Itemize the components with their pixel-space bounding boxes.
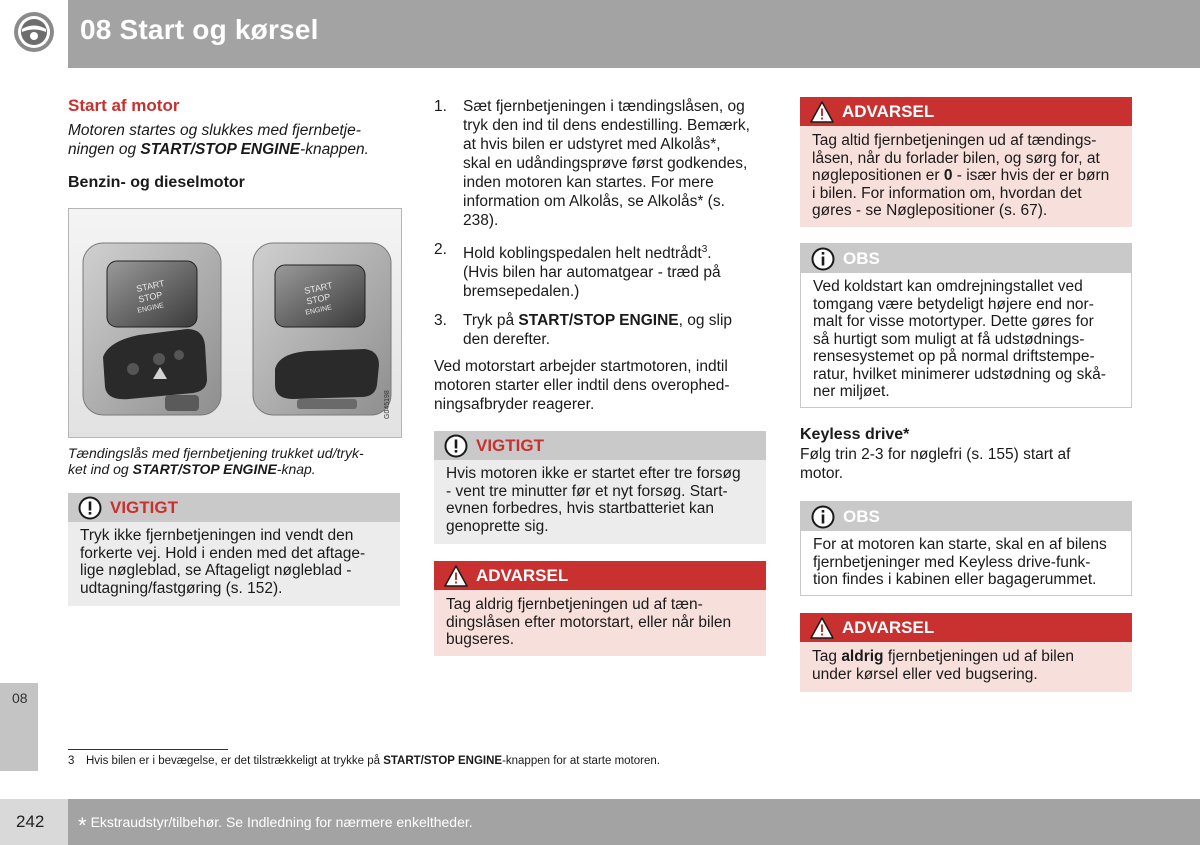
step-item: [434, 97, 779, 230]
info-circle-icon: [811, 247, 835, 271]
start-stop-button-text: STOP: [137, 289, 164, 305]
start-stop-button-text: ENGINE: [136, 302, 165, 315]
step-line: skal en udåndingsprøve først godkendes,: [463, 155, 748, 172]
header-logo-box: [0, 0, 68, 68]
note-box: [800, 501, 1132, 596]
note-box-header: [801, 244, 1131, 273]
image-caption: [68, 445, 408, 477]
footnote-bold: START/STOP ENGINE: [383, 755, 503, 767]
warning-box-label: ADVARSEL: [476, 566, 569, 585]
step-line: information om Alkolås, se Alkolås* (s.: [463, 193, 725, 210]
warning-triangle-icon: [810, 100, 834, 124]
text-line: Ved koldstart kan omdrejningstallet ved: [813, 278, 1083, 295]
warning-text: nøglepositionen er: [812, 167, 944, 184]
caption-line: Tændingslås med fjernbetjening trukket ud/tryk-: [68, 445, 364, 461]
ignition-photo: [68, 208, 402, 438]
step-number: 2.: [434, 241, 447, 258]
footer-star: *: [78, 813, 87, 838]
info-circle-icon: [811, 505, 835, 529]
image-code: G045198: [384, 390, 391, 419]
step-line: Sæt fjernbetjeningen i tændingslåsen, og: [463, 98, 745, 115]
start-stop-button-text: STOP: [305, 291, 332, 307]
page-number: 242: [16, 812, 45, 831]
warning-box-header: [800, 97, 1132, 126]
caption-bold: START/STOP ENGINE: [132, 461, 277, 477]
note-box-text: [813, 278, 1121, 401]
important-box-header: [68, 493, 400, 522]
text-line: rensesystemet op på normal driftstempe-: [813, 348, 1095, 365]
text-line: lige nøgleblad, se Aftageligt nøgleblad -: [80, 562, 352, 579]
warning-box-header: [434, 561, 766, 590]
step-line: [463, 240, 779, 263]
text-line: Tryk ikke fjernbetjeningen ind vendt den: [80, 527, 354, 544]
exclamation-circle-icon: [78, 496, 102, 520]
footnote-text: Hvis bilen er i bevægelse, er det tilstrækkeligt at trykke på: [86, 755, 384, 767]
exclamation-circle-icon: [444, 434, 468, 458]
text-line: Ved motorstart arbejder startmotoren, indtil: [434, 358, 728, 375]
step-line: inden motoren kan startes. For mere: [463, 174, 714, 191]
steering-wheel-icon: [0, 0, 68, 68]
text-line: under kørsel eller ved bugsering.: [812, 665, 1038, 683]
chapter-title: 08 Start og kørsel: [80, 14, 319, 45]
important-box: [434, 431, 766, 544]
text-line: tion findes i kabinen eller bagagerummet.: [813, 571, 1097, 588]
step-text: Hold koblingspedalen helt nedtrådt: [463, 245, 702, 263]
step-bold: START/STOP ENGINE: [518, 312, 679, 330]
text-line: ratur, hvilket minimerer udstødning og skå-: [813, 365, 1106, 383]
intro-line: Motoren startes og slukkes med fjernbetje-: [68, 122, 361, 139]
intro-bold: START/STOP ENGINE: [140, 141, 301, 158]
warning-triangle-icon: [444, 564, 468, 588]
step-text: .: [707, 245, 712, 263]
warning-bold: aldrig: [841, 648, 884, 665]
important-box: [68, 493, 400, 606]
note-box-header: [801, 502, 1131, 531]
footer-note-text: Ekstraudstyr/tilbehør. Se Indledning for nærmere enkeltheder.: [90, 814, 473, 830]
step-text: , og slip: [678, 312, 733, 330]
step-line: bremsepedalen.): [463, 283, 580, 301]
note-box-label: OBS: [843, 507, 880, 526]
step-item: [434, 311, 779, 349]
text-line: gøres - se Nøglepositioner (s. 67).: [812, 202, 1048, 219]
intro-text: -knappen.: [300, 141, 369, 158]
text-line: [812, 167, 1122, 185]
step-text: Tryk på: [463, 312, 519, 330]
warning-box: [434, 561, 766, 656]
section-intro: [68, 121, 408, 159]
warning-triangle-icon: [810, 616, 834, 640]
step-line: tryk den ind til dens endestilling. Bemærk,: [463, 117, 750, 134]
section-heading: Start af motor: [68, 96, 180, 115]
footnote-number: 3: [68, 755, 75, 767]
footnote-text: -knappen for at starte motoren.: [502, 755, 660, 767]
subheading-benzin: Benzin- og dieselmotor: [68, 174, 245, 191]
text-line: evnen forbedres, hvis startbatteriet kan: [446, 500, 714, 517]
step-line: den derefter.: [463, 331, 551, 349]
warning-bold: 0: [943, 167, 953, 184]
step-line: 238).: [463, 212, 499, 229]
warning-text: Tag: [812, 648, 842, 665]
text-line: Følg trin 2-3 for nøglefri (s. 155) start af: [800, 446, 1071, 463]
warning-text: fjernbetjeningen ud af bilen: [883, 648, 1074, 665]
caption-text: ket ind og: [68, 461, 133, 477]
important-box-header: [434, 431, 766, 460]
text-line: Tag altid fjernbetjeningen ud af tændings-: [812, 132, 1097, 149]
text-line: [812, 648, 1122, 666]
start-stop-button-text: START: [135, 278, 166, 294]
text-line: malt for visse motortyper. Dette gøres for: [813, 313, 1094, 330]
warning-text: - især hvis der er børn: [952, 167, 1110, 184]
warning-box-label: ADVARSEL: [842, 618, 935, 637]
warning-box-text: [812, 132, 1122, 220]
keyless-text: [800, 445, 1140, 483]
step-line: (Hvis bilen har automatgear - træd på: [463, 264, 721, 282]
note-box-text: [813, 536, 1121, 589]
step-number: 1.: [434, 98, 447, 115]
start-steps: [434, 97, 779, 357]
warning-box-text: [446, 596, 756, 649]
caption-text: -knap.: [276, 461, 316, 477]
warning-box-header: [800, 613, 1132, 642]
text-line: ningsafbryder reagerer.: [434, 396, 595, 413]
text-line: ner miljøet.: [813, 383, 890, 400]
text-line: bugseres.: [446, 631, 515, 648]
text-line: motor.: [800, 465, 844, 482]
text-line: låsen, når du forlader bilen, og sørg for, at: [812, 149, 1100, 167]
text-line: så hurtigt som muligt at få udstødnings-: [813, 330, 1085, 348]
intro-line: [68, 140, 408, 159]
start-stop-button-text: START: [303, 280, 334, 296]
footer-note: [78, 813, 473, 839]
warning-box: [800, 613, 1132, 692]
text-line: dingslåsen efter motorstart, eller når bilen: [446, 613, 732, 631]
intro-text: ningen og: [68, 141, 141, 158]
warning-box-text: [812, 648, 1122, 683]
footnote-divider: [68, 749, 228, 750]
important-box-label: VIGTIGT: [476, 436, 544, 455]
step-item: [434, 240, 779, 301]
start-stop-button-text: ENGINE: [304, 304, 333, 317]
note-box-label: OBS: [843, 249, 880, 268]
footnote-ref: 3: [701, 244, 708, 255]
text-line: - vent tre minutter før et nyt forsøg. Start-: [446, 482, 728, 500]
text-line: Hvis motoren ikke er startet efter tre forsøg: [446, 465, 741, 482]
text-line: Tag aldrig fjernbetjeningen ud af tæn-: [446, 596, 703, 613]
text-line: tomgang være betydeligt højere end nor-: [813, 295, 1094, 313]
step-line: [463, 311, 779, 330]
caption-line: [68, 461, 408, 477]
important-box-label: VIGTIGT: [110, 498, 178, 517]
note-box: [800, 243, 1132, 408]
text-line: genoprette sig.: [446, 517, 549, 535]
text-line: udtagning/fastgøring (s. 152).: [80, 579, 283, 597]
important-box-text: [80, 527, 390, 597]
warning-box: [800, 97, 1132, 227]
warning-box-label: ADVARSEL: [842, 102, 935, 121]
footnote: [68, 755, 660, 767]
important-box-text: [446, 465, 756, 535]
text-line: i bilen. For information om, hvordan det: [812, 184, 1082, 202]
ignition-illustration: [69, 209, 402, 438]
text-line: forkerte vej. Hold i enden med det aftage-: [80, 544, 366, 562]
start-paragraph: [434, 357, 779, 414]
text-line: motoren starter eller indtil dens overophed-: [434, 377, 730, 394]
text-line: fjernbetjeninger med Keyless drive-funk-: [813, 553, 1091, 571]
text-line: For at motoren kan starte, skal en af bilens: [813, 536, 1107, 553]
keyless-heading: Keyless drive*: [800, 426, 910, 443]
step-number: 3.: [434, 312, 447, 330]
step-line: at hvis bilen er udstyret med Alkolås*,: [463, 136, 721, 153]
chapter-side-tab-label: 08: [12, 690, 28, 706]
